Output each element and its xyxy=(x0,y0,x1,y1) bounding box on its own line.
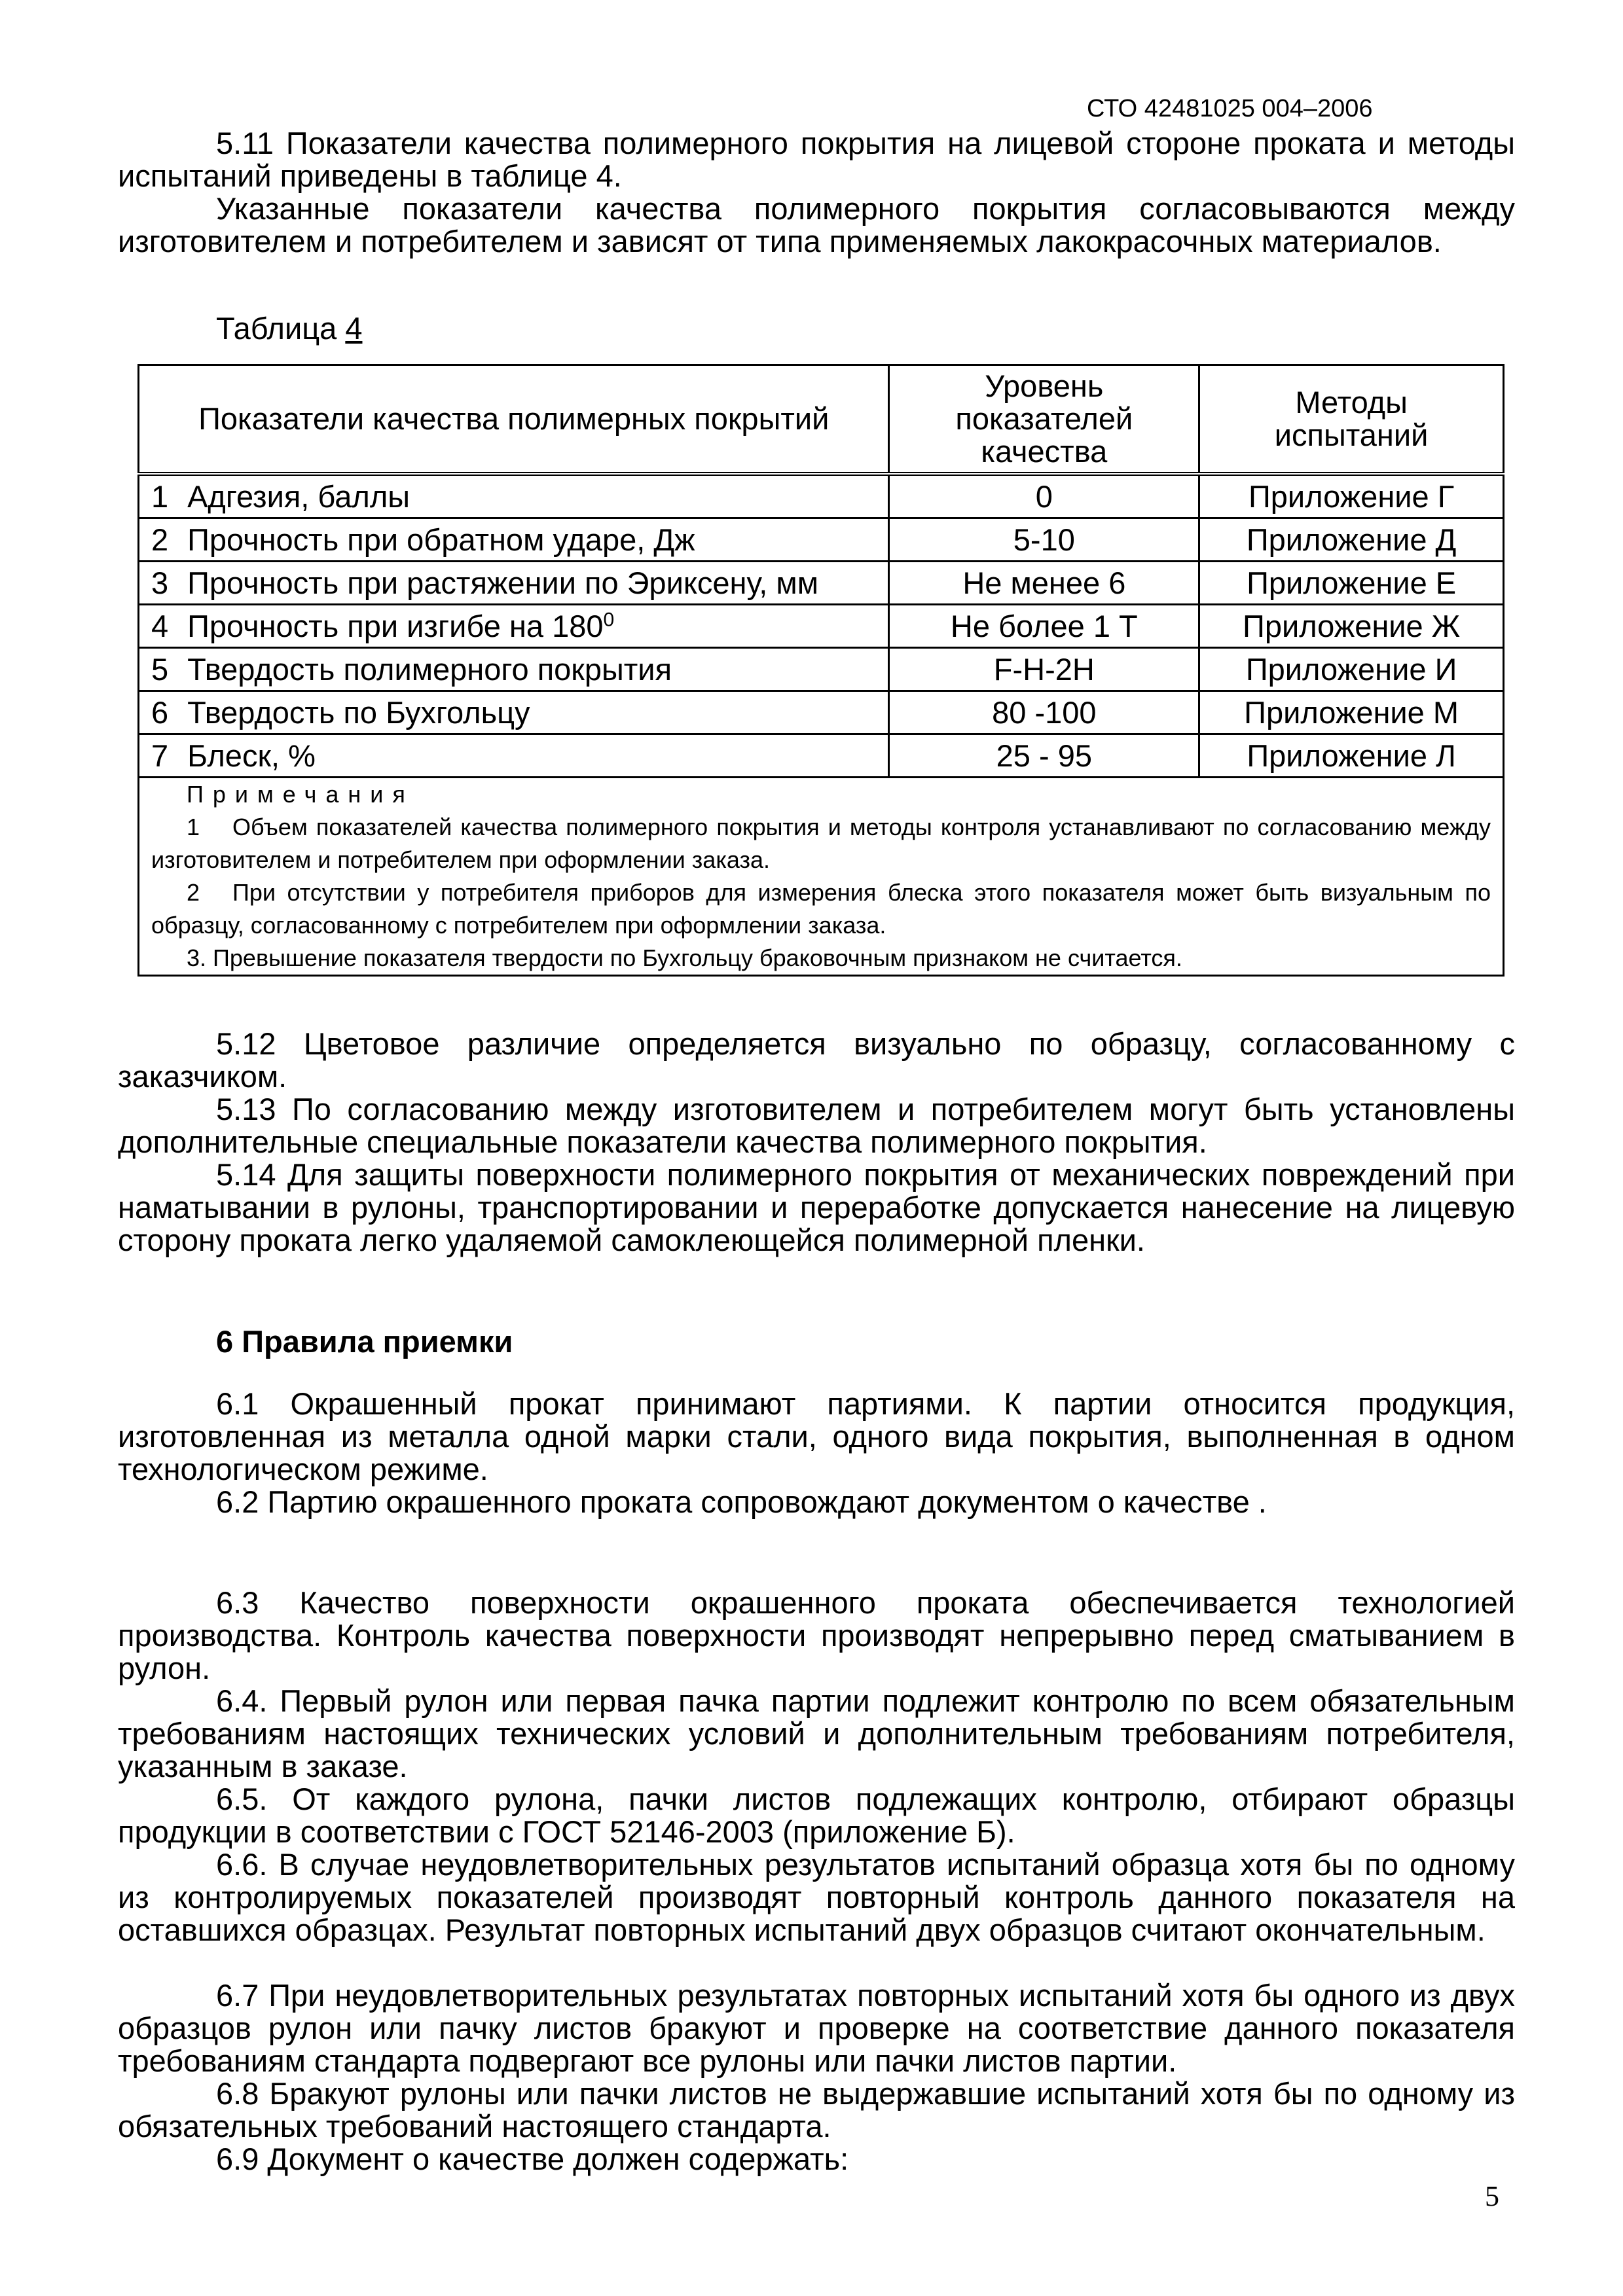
paragraph-6-8: 6.8 Бракуют рулоны или пачки листов не выдержавшие испытаний хотя бы по одному из обязательных требований настоящего стандарта. xyxy=(118,2076,1515,2144)
paragraph-6-7: 6.7 При неудовлетворительных результатах повторных испытаний хотя бы одного из двух образцов рулон или пачку листов бракуют и проверке на соответствие данного показателя требованиям стандарта подвергают все рулоны или пачки листов партии. xyxy=(118,1978,1515,2078)
page-number: 5 xyxy=(1485,2180,1499,2212)
note-2: 2 При отсутствии у потребителя приборов для измерения блеска этого показателя может быть визуальным по образцу, согласованному с потребителем при оформлении заказа. xyxy=(151,879,1491,939)
paragraph-6-1: 6.1 Окрашенный прокат принимают партиями. К партии относится продукция, изготовленная из металла одной марки стали, одного вида покрытия, выполненная в одном технологическом режиме. xyxy=(118,1386,1515,1486)
paragraph-6-9: 6.9 Документ о качестве должен содержать: xyxy=(216,2142,849,2176)
paragraph-5-11: 5.11 Показатели качества полимерного покрытия на лицевой стороне проката и методы испытаний приведены в таблице 4. xyxy=(118,126,1515,193)
paragraph-5-12: 5.12 Цветовое различие определяется визуально по образцу, согласованному с заказчиком. xyxy=(118,1026,1515,1094)
table-row: 2 Прочность при обратном ударе, Дж 5-10 Приложение Д xyxy=(139,518,1504,562)
note-1: 1 Объем показателей качества полимерного покрытия и методы контроля устанавливают по согласованию между изготовителем и потребителем при оформлении заказа. xyxy=(151,814,1491,873)
paragraph-5-14: 5.14 Для защиты поверхности полимерного покрытия от механических повреждений при наматывании в рулоны, транспортировании и переработке допускается нанесение на лицевую сторону проката легко удаляемой самоклеющейся полимерной пленки. xyxy=(118,1157,1515,1257)
table-row: 1 Адгезия, баллы 0 Приложение Г xyxy=(139,474,1504,518)
table-header-row xyxy=(139,365,1504,475)
header-level: Уровень показателей качества xyxy=(889,365,1199,475)
paragraph-6-5: 6.5. От каждого рулона, пачки листов подлежащих контролю, отбирают образцы продукции в соответствии с ГОСТ 52146-2003 (приложение Б). xyxy=(118,1782,1515,1849)
table-row: 7 Блеск, % 25 - 95 Приложение Л xyxy=(139,734,1504,778)
paragraph-5-11-cont: Указанные показатели качества полимерного покрытия согласовываются между изготовителем и потребителем и зависят от типа применяемых лакокрасочных материалов. xyxy=(118,191,1515,259)
table-row: 6 Твердость по Бухгольцу 80 -100 Приложение М xyxy=(139,691,1504,734)
table-row: 5 Твердость полимерного покрытия F-H-2H Приложение И xyxy=(139,648,1504,691)
header-methods: Методы испытаний xyxy=(1199,365,1504,475)
paragraph-5-13: 5.13 По согласованию между изготовителем и потребителем могут быть установлены дополнительные специальные показатели качества полимерного покрытия. xyxy=(118,1092,1515,1159)
document-code: СТО 42481025 004–2006 xyxy=(1087,95,1373,122)
table-caption: Таблица 4 xyxy=(216,311,363,346)
paragraph-6-2: 6.2 Партию окрашенного проката сопровождают документом о качестве . xyxy=(216,1484,1267,1519)
notes-title: Примечания xyxy=(187,781,414,808)
table-row: 4 Прочность при изгибе на $180^0$ Не более 1 Т Приложение Ж xyxy=(139,605,1504,648)
quality-table xyxy=(137,364,1504,977)
table-notes xyxy=(139,778,1504,976)
header-indicators: Показатели качества полимерных покрытий xyxy=(139,365,889,475)
paragraph-6-4: 6.4. Первый рулон или первая пачка партии подлежит контролю по всем обязательным требованиям настоящих технических условий и дополнительным требованиям потребителя, указанным в заказе. xyxy=(118,1683,1515,1784)
table-notes-row xyxy=(139,778,1504,976)
section-6-heading: 6 Правила приемки xyxy=(216,1324,513,1359)
note-3: 3. Превышение показателя твердости по Бухгольцу браковочным признаком не считается. xyxy=(187,944,1182,971)
table-row: 3 Прочность при растяжении по Эриксену, мм Не менее 6 Приложение Е xyxy=(139,562,1504,605)
paragraph-6-3: 6.3 Качество поверхности окрашенного проката обеспечивается технологией производства. Контроль качества поверхности производят непрерывно перед сматыванием в рулон. xyxy=(118,1585,1515,1685)
paragraph-6-6: 6.6. В случае неудовлетворительных результатов испытаний образца хотя бы по одному из контролируемых показателей производят повторный контроль данного показателя на оставшихся образцах. Результат повторных испытаний двух образцов считают окончательным. xyxy=(118,1847,1515,1947)
